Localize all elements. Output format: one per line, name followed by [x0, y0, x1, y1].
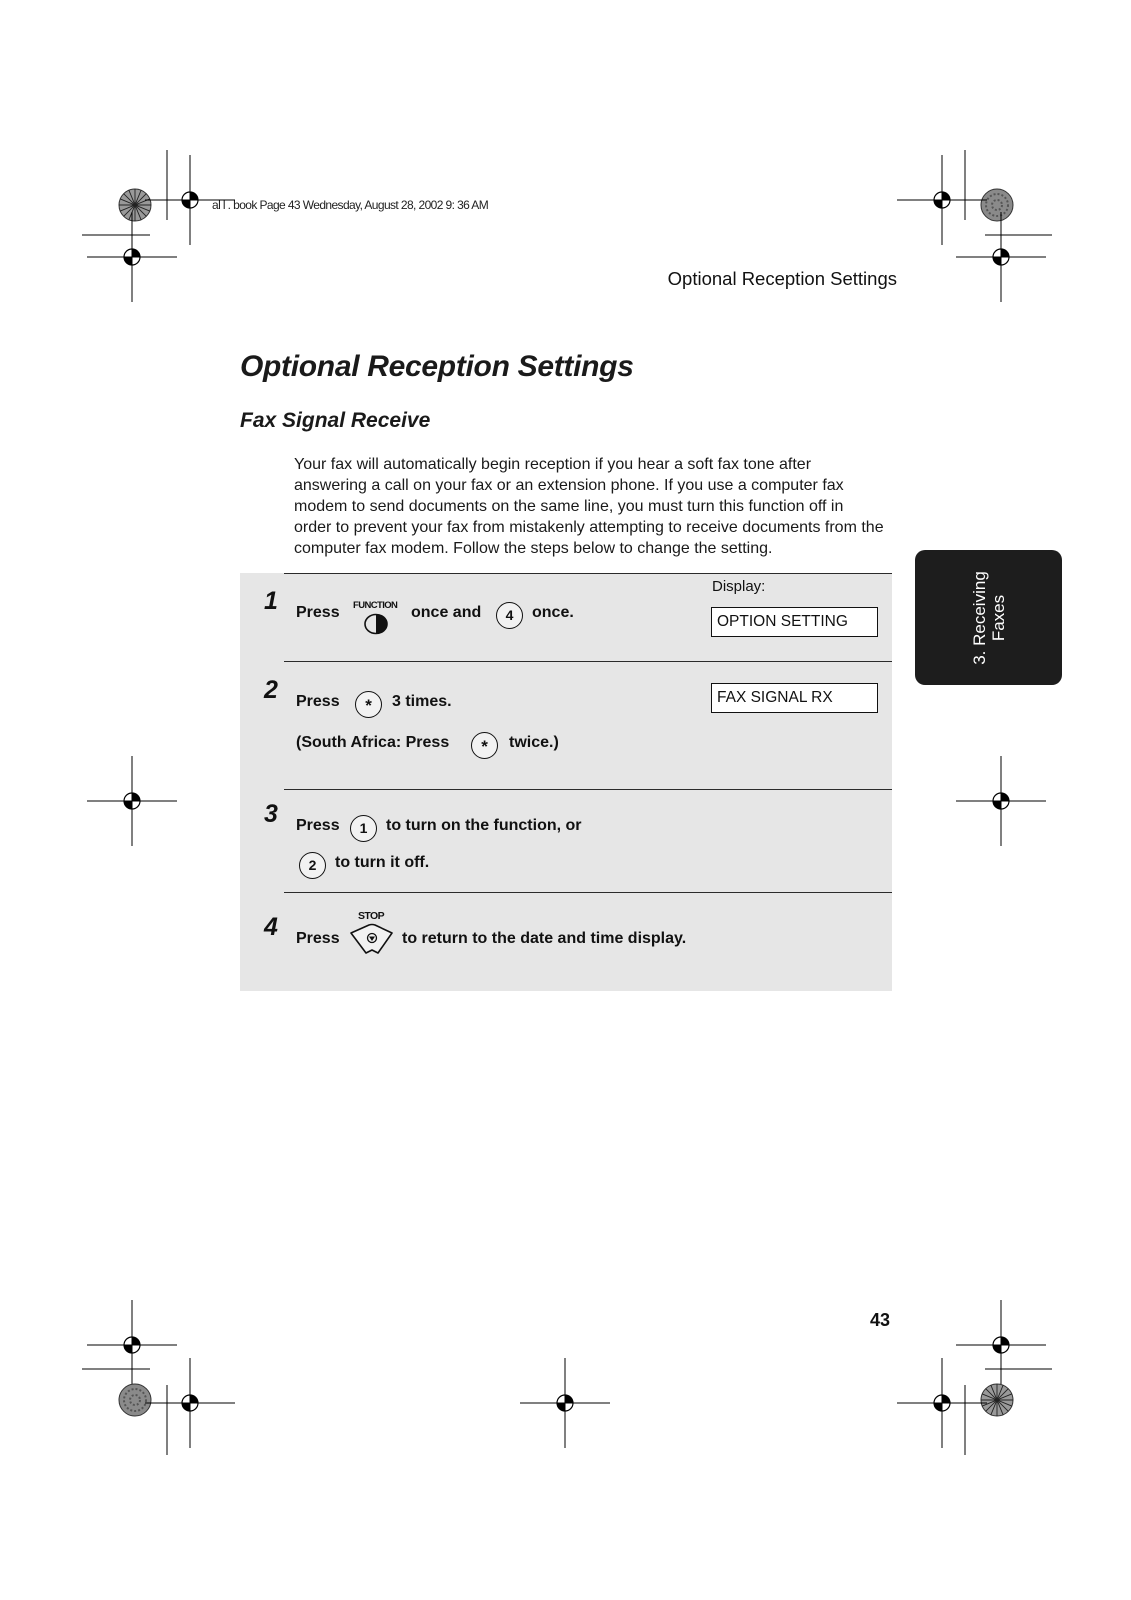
step-3-number: 3: [264, 800, 278, 828]
step-1-press-text: Press: [296, 604, 340, 621]
section-title: Fax Signal Receive: [240, 409, 431, 432]
chapter-side-tab-label: [970, 571, 1008, 665]
step-3-end-text: to turn on the function, or: [386, 817, 582, 834]
chapter-side-tab: [915, 550, 1062, 685]
step-2-number: 2: [264, 676, 278, 704]
display-fax-signal-rx: FAX SIGNAL RX: [711, 683, 878, 713]
step-1-end-text: once.: [532, 604, 574, 621]
divider: [284, 789, 892, 790]
step-4-end-text: to return to the date and time display.: [402, 930, 687, 947]
key-1-icon: 1: [350, 815, 377, 842]
step-3-alt-end-text: to turn it off.: [335, 854, 430, 871]
divider: [284, 892, 892, 893]
chapter-side-tab-line1: 3. Receiving: [969, 570, 989, 665]
file-slug-line: al l . book Page 43 Wednesday, August 28, 2002 9: 36 AM: [212, 198, 489, 212]
step-3-press-text: Press: [296, 817, 340, 834]
step-1-middle-text: once and: [411, 604, 482, 621]
star-key-icon: *: [355, 691, 382, 718]
function-key-icon: [363, 612, 391, 636]
intro-paragraph: Your fax will automatically begin reception if you hear a soft fax tone after answering a call on your fax or an extension phone. If you use a computer fax modem to send documents on the same line, you must turn this function off in order to prevent your fax from mistakenly attempting to receive documents from the computer fax modem. Follow the steps below to change the setting.: [294, 456, 884, 557]
steps-panel: [240, 573, 892, 991]
key-4-icon: 4: [496, 602, 523, 629]
step-2-alt-text: (South Africa: Press: [296, 734, 450, 751]
step-2-press-text: Press: [296, 693, 340, 710]
star-key-icon: *: [471, 732, 498, 759]
step-1-number: 1: [264, 587, 278, 615]
divider: [284, 573, 892, 574]
page-title: Optional Reception Settings: [240, 350, 634, 383]
step-4-press-text: Press: [296, 930, 340, 947]
running-header: Optional Reception Settings: [667, 268, 897, 289]
divider: [284, 661, 892, 662]
chapter-side-tab-line2: Faxes: [988, 594, 1008, 641]
function-key-label: FUNCTION: [353, 600, 398, 611]
display-option-setting: OPTION SETTING: [711, 607, 878, 637]
key-2-icon: 2: [299, 852, 326, 879]
stop-key-label: STOP: [358, 910, 384, 922]
step-2-end-text: 3 times.: [392, 693, 452, 710]
stop-key-icon: [348, 921, 396, 955]
step-4-number: 4: [264, 913, 278, 941]
page-number: 43: [870, 1310, 891, 1330]
display-label: Display:: [712, 578, 766, 595]
step-2-alt-end-text: twice.): [509, 734, 559, 751]
